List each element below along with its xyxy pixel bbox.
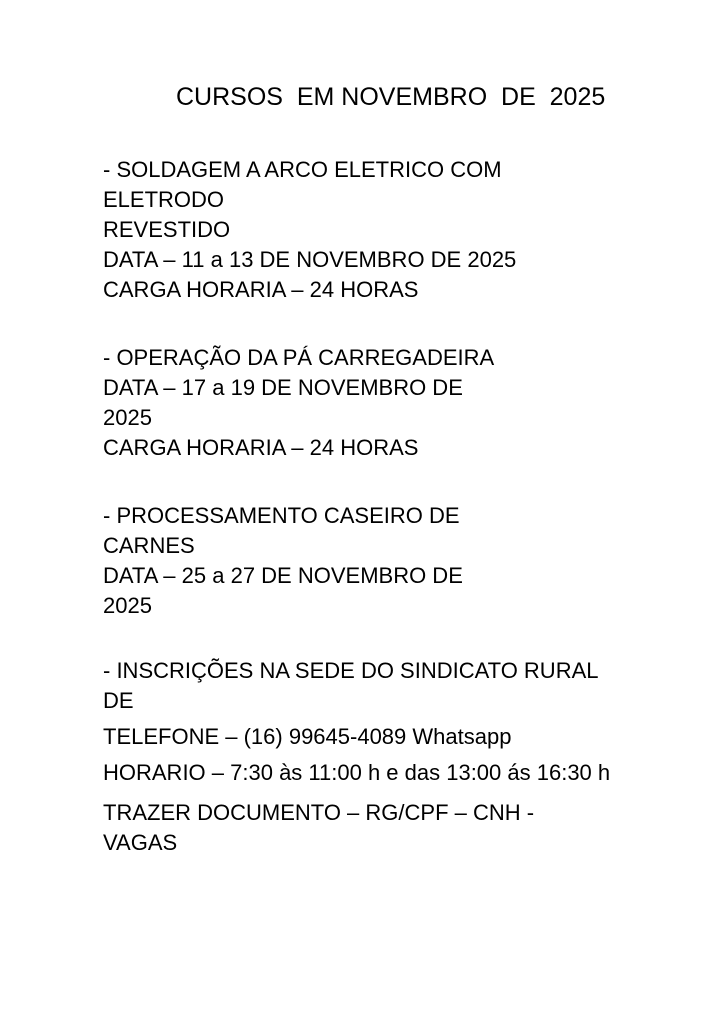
inscricoes-block [103, 656, 724, 716]
course-date-line: DATA – 25 a 27 DE NOVEMBRO DE [103, 563, 463, 588]
vagas-line: VAGAS [103, 830, 178, 855]
horario-block [103, 758, 724, 788]
inscricoes-line: DE [103, 688, 134, 713]
course-name-line: - OPERAÇÃO DA PÁ CARREGADEIRA [103, 345, 495, 370]
course-date-line: DATA – 11 a 13 DE NOVEMBRO DE 2025 [103, 247, 517, 272]
course-name-line: - SOLDAGEM A ARCO ELETRICO COM [103, 157, 502, 182]
course-date-line: 2025 [103, 593, 152, 618]
inscricoes-line: - INSCRIÇÕES NA SEDE DO SINDICATO RURAL [103, 658, 599, 683]
course-block-processamento-carnes [103, 501, 724, 621]
course-date-line: 2025 [103, 405, 152, 430]
telefone-block [103, 722, 724, 752]
course-hours-line: CARGA HORARIA – 24 HORAS [103, 277, 419, 302]
horario-line: HORARIO – 7:30 às 11:00 h e das 13:00 ás 16:30 h [103, 760, 611, 785]
course-block-soldagem [103, 155, 724, 305]
telefone-line: TELEFONE – (16) 99645-4089 Whatsapp [103, 724, 512, 749]
page-title: CURSOS EM NOVEMBRO DE 2025 [176, 83, 606, 111]
course-name-line: ELETRODO [103, 187, 225, 212]
course-date-line: DATA – 17 a 19 DE NOVEMBRO DE [103, 375, 463, 400]
course-name-line: REVESTIDO [103, 217, 231, 242]
documentos-line: TRAZER DOCUMENTO – RG/CPF – CNH - [103, 800, 535, 825]
course-name-line: - PROCESSAMENTO CASEIRO DE [103, 503, 460, 528]
course-block-pa-carregadeira [103, 343, 724, 463]
course-hours-line: CARGA HORARIA – 24 HORAS [103, 435, 419, 460]
documentos-vagas-block [103, 798, 724, 858]
course-name-line: CARNES [103, 533, 195, 558]
